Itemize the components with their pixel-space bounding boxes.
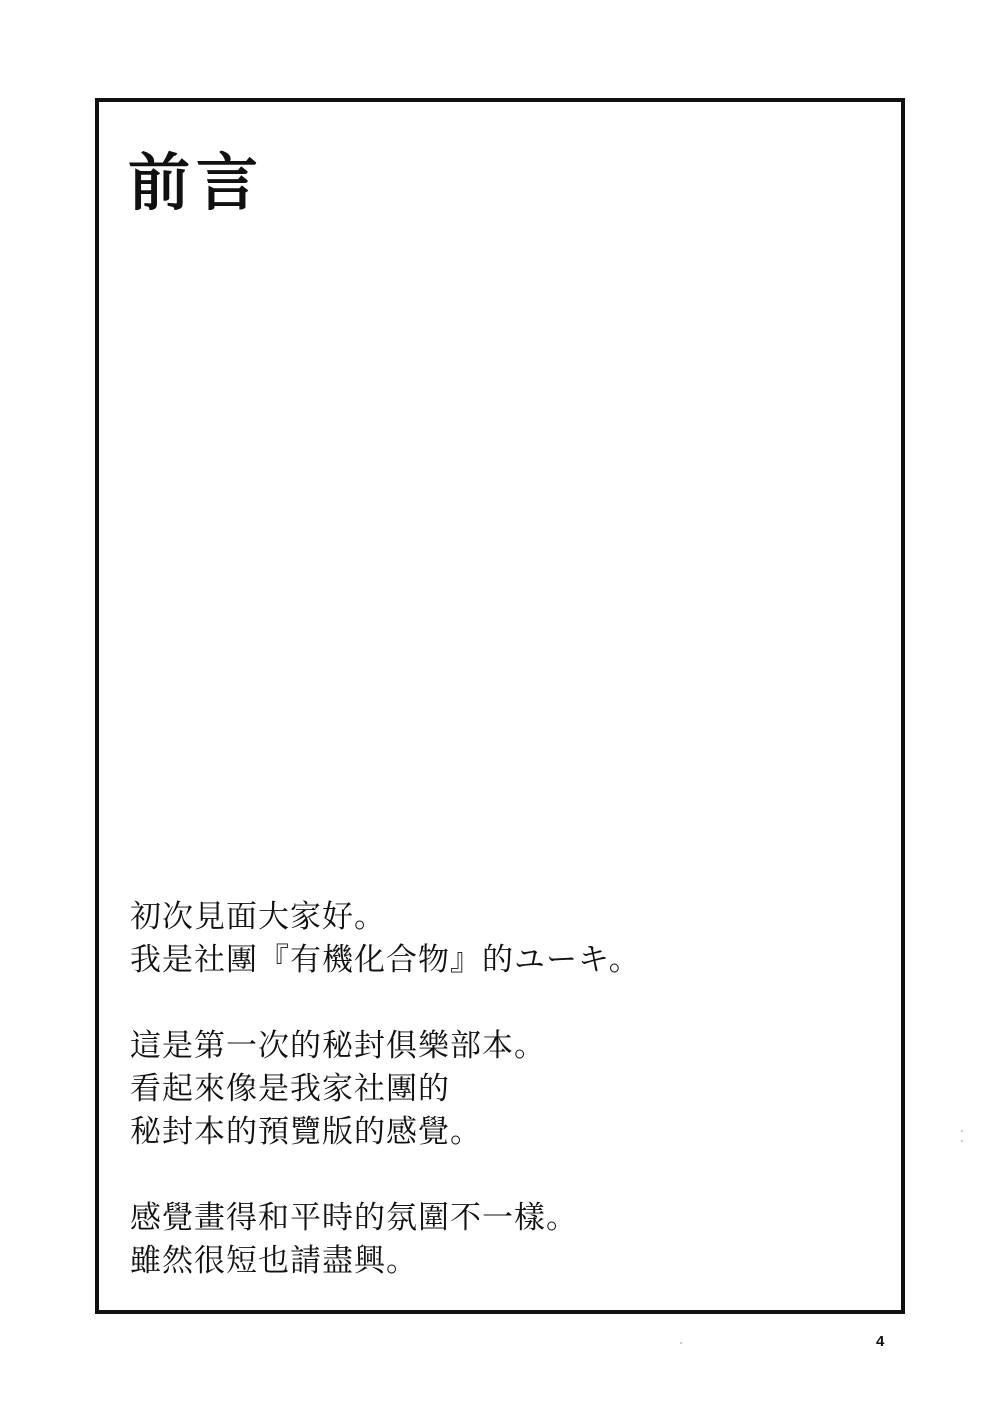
text-line: 感覺畫得和平時的氛圍不一樣。 bbox=[130, 1200, 578, 1236]
page-number: 4 bbox=[876, 1333, 885, 1350]
text-line: 雖然很短也請盡興。 bbox=[130, 1243, 418, 1279]
text-line: 看起來像是我家社團的 bbox=[130, 1071, 450, 1107]
text-line: 初次見面大家好。 bbox=[130, 899, 386, 935]
text-line: 我是社團『有機化合物』的ユーキ。 bbox=[130, 942, 641, 978]
text-line: 這是第一次的秘封俱樂部本。 bbox=[130, 1028, 546, 1064]
scan-speck bbox=[961, 1130, 963, 1132]
text-line: 秘封本的預覽版的感覺。 bbox=[130, 1114, 482, 1150]
paragraph-greeting bbox=[130, 896, 830, 982]
scan-speck bbox=[961, 1140, 963, 1142]
paragraph-about-book bbox=[130, 1025, 830, 1154]
page-title: 前言 bbox=[128, 146, 265, 219]
scan-speck bbox=[680, 1342, 682, 1344]
foreword-body bbox=[130, 896, 830, 1326]
paragraph-closing bbox=[130, 1197, 830, 1283]
